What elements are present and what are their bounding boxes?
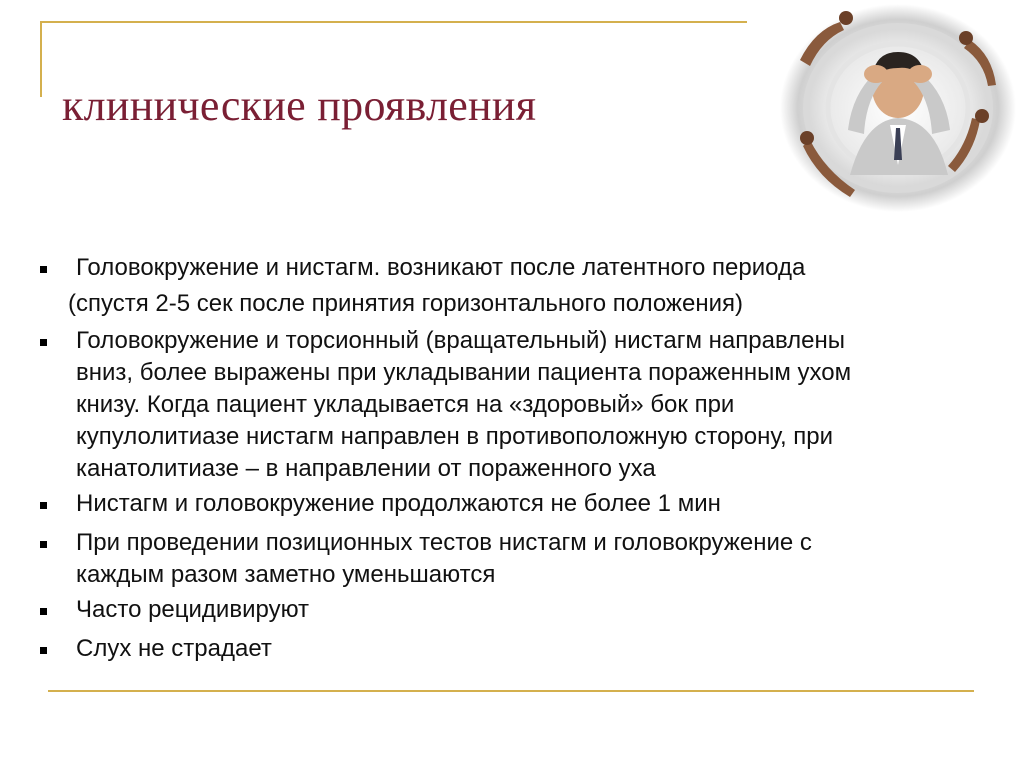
list-item-text: При проведении позиционных тестов нистагм и головокружение с	[76, 529, 812, 556]
list-item-text: вниз, более выражены при укладывании пациента пораженным ухом	[76, 359, 852, 386]
bullet-marker	[40, 608, 47, 615]
bullet-marker	[40, 266, 47, 273]
bullet-marker	[40, 502, 47, 509]
list-item-text: Часто рецидивируют	[76, 596, 310, 623]
slide-title: клинические проявления	[62, 81, 537, 130]
list-item-text: каждым разом заметно уменьшаются	[76, 561, 496, 588]
bullet-marker	[40, 647, 47, 654]
list-item-text: купулолитиазе нистагм направлен в противоположную сторону, при	[76, 423, 834, 450]
list-item-text: канатолитиазе – в направлении от пораженного уха	[76, 455, 656, 482]
bullet-marker	[40, 541, 47, 548]
list-item-text: (спустя 2-5 сек после принятия горизонтального положения)	[68, 290, 743, 317]
gold-rule-top	[40, 21, 747, 23]
list-item-text: Слух не страдает	[76, 635, 272, 662]
list-item-text: Нистагм и головокружение продолжаются не более 1 мин	[76, 490, 721, 517]
list-item-text: Головокружение и нистагм. возникают после латентного периода	[76, 254, 806, 281]
list-item-text: Головокружение и торсионный (вращательный) нистагм направлены	[76, 327, 846, 354]
gold-rule-bottom	[48, 690, 974, 692]
gold-rule-left	[40, 21, 42, 97]
bullet-marker	[40, 339, 47, 346]
dizziness-person-icon	[770, 0, 1020, 215]
list-item-text: книзу. Когда пациент укладывается на «здоровый» бок при	[76, 391, 735, 418]
